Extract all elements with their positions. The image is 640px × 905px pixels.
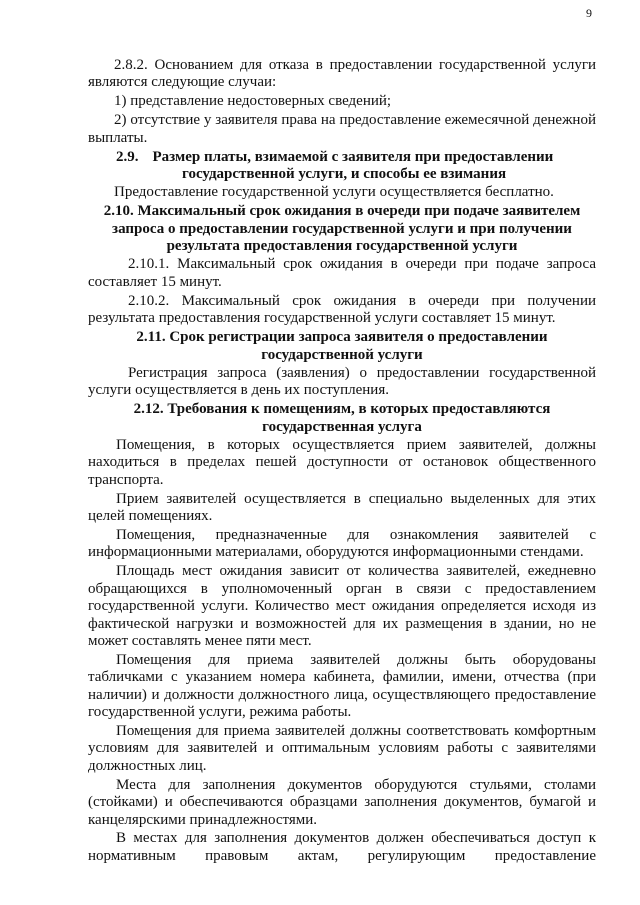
paragraph-2-12-legal-access: В местах для заполнения документов должен обеспечиваться доступ к нормативным правовым актам, регулирующим предоставление <box>88 830 596 864</box>
paragraph-2-12-waiting-area: Площадь мест ожидания зависит от количества заявителей, ежедневно обращающихся в уполномоченный орган в связи с предоставлением государственной услуги. Количество мест ожидания определяется исходя из фактической нагрузки и возможностей для их размещения в здании, но не может составлять менее пяти мест. <box>88 563 596 649</box>
paragraph-2-8-2-item-2: 2) отсутствие у заявителя права на предоставление ежемесячной денежной выплаты. <box>88 112 596 146</box>
document-body <box>88 57 596 867</box>
paragraph-2-12-form-filling: Места для заполнения документов оборудуются стульями, столами (стойками) и обеспечиваются образцами заполнения документов, бумагой и канцелярскими принадлежностями. <box>88 776 596 828</box>
heading-2-10: 2.10. Максимальный срок ожидания в очереди при подаче заявителем запроса о предоставлении государственной услуги и при получении результата предоставления государственной услуги <box>103 203 581 255</box>
paragraph-2-10-2: 2.10.2. Максимальный срок ожидания в очереди при получении результата предоставления государственной услуги составляет 15 минут. <box>88 292 596 327</box>
paragraph-2-12-signage: Помещения для приема заявителей должны быть оборудованы табличками с указанием номера кабинета, фамилии, имени, отчества (при наличии) и должности должностного лица, осуществляющего предоставление государственной услуги, режима работы. <box>88 651 596 721</box>
paragraph-2-12-comfort: Помещения для приема заявителей должны соответствовать комфортным условиям для заявителей и оптимальным условиям работы с заявителями должностных лиц. <box>88 723 596 774</box>
heading-2-9-continuation: государственной услуги, и способы ее взимания <box>182 165 507 182</box>
paragraph-2-9: Предоставление государственной услуги осуществляется бесплатно. <box>114 184 554 201</box>
heading-2-9-number: 2.9. <box>116 148 139 165</box>
paragraph-2-12-reception: Прием заявителей осуществляется в специально выделенных для этих целей помещениях. <box>88 490 596 525</box>
paragraph-2-12-info-stands: Помещения, предназначенные для ознакомления заявителей с информационными материалами, оборудуются информационными стендами. <box>88 527 596 561</box>
page-number: 9 <box>586 6 592 20</box>
heading-2-12: 2.12. Требования к помещениям, в которых предоставляются государственная услуга <box>133 401 551 435</box>
paragraph-2-10-1: 2.10.1. Максимальный срок ожидания в очереди при подаче запроса составляет 15 минут. <box>88 256 596 290</box>
paragraph-2-11: Регистрация запроса (заявления) о предоставлении государственной услуги осуществляется в день их поступления. <box>88 364 596 399</box>
paragraph-2-12-premises-location: Помещения, в которых осуществляется прием заявителей, должны находиться в пределах пешей доступности от остановок общественного транспорта. <box>88 437 596 488</box>
paragraph-2-8-2-item-1: 1) представление недостоверных сведений; <box>114 93 392 110</box>
heading-2-9-text: Размер платы, взимаемой с заявителя при предоставлении <box>152 148 554 165</box>
heading-2-9 <box>88 149 596 184</box>
heading-2-11: 2.11. Срок регистрации запроса заявителя о предоставлении государственной услуги <box>136 329 548 363</box>
paragraph-2-8-2: 2.8.2. Основанием для отказа в предоставлении государственной услуги являются следующие случаи: <box>88 57 596 91</box>
